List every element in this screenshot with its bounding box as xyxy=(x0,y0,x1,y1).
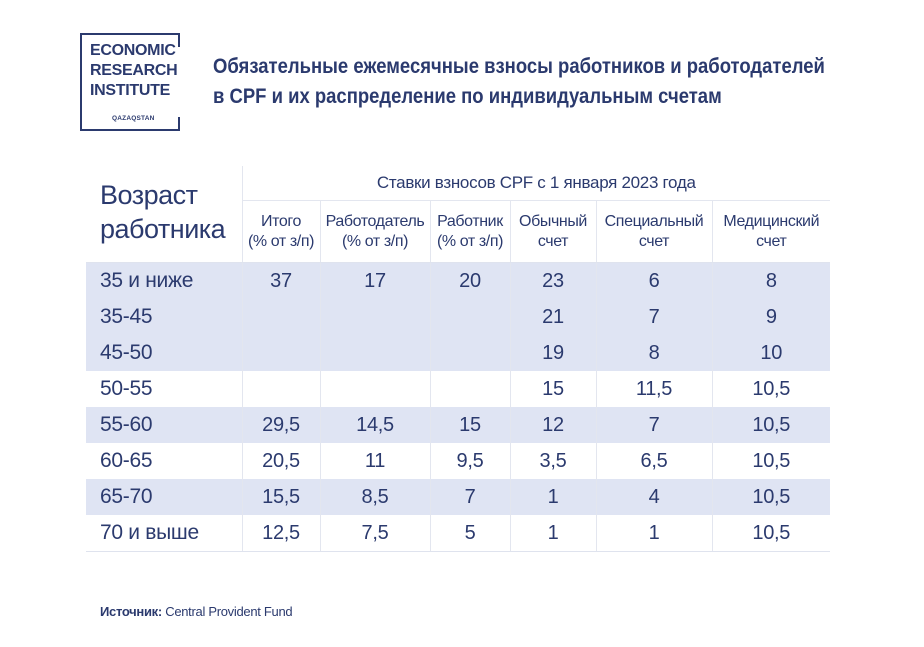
page-title xyxy=(213,52,825,112)
total-cell xyxy=(242,371,320,407)
total-cell: 12,5 xyxy=(242,515,320,552)
employee-cell xyxy=(430,371,510,407)
age-cell: 50-55 xyxy=(100,377,153,400)
employee-cell: 5 xyxy=(430,515,510,552)
employee-cell: 20 xyxy=(430,263,510,300)
special-cell: 7 xyxy=(596,299,712,335)
medical-cell: 8 xyxy=(712,263,830,300)
title-line-2: в CPF и их распределение по индивидуальным счетам xyxy=(213,85,722,108)
age-cell: 55-60 xyxy=(86,407,242,443)
source-note xyxy=(100,604,292,619)
special-cell: 7 xyxy=(596,407,712,443)
column-header-line: (% от з/п) xyxy=(436,233,504,250)
special-cell: 11,5 xyxy=(596,371,712,407)
table-row xyxy=(86,515,830,552)
age-cell: 35-45 xyxy=(86,299,242,335)
age-cell: 60-65 xyxy=(100,449,153,472)
employer-cell: 17 xyxy=(320,263,430,300)
total-cell: 37 xyxy=(242,263,320,300)
table-row xyxy=(86,299,830,335)
special-cell: 4 xyxy=(596,479,712,515)
logo-subtitle: QAZAQSTAN xyxy=(112,115,155,122)
logo-frame-corner xyxy=(178,117,180,131)
table-row xyxy=(86,335,830,371)
employee-cell: 9,5 xyxy=(430,443,510,479)
table-row xyxy=(86,407,830,443)
special-cell: 1 xyxy=(596,515,712,552)
medical-cell: 10,5 xyxy=(712,371,830,407)
column-header xyxy=(596,201,712,263)
employer-cell: 7,5 xyxy=(320,515,430,552)
ordinary-cell: 19 xyxy=(510,335,596,371)
age-column-header xyxy=(86,166,242,263)
total-cell: 29,5 xyxy=(242,407,320,443)
column-header-line: Работодатель xyxy=(325,213,425,230)
column-header-line: счет xyxy=(537,233,569,250)
ordinary-cell: 21 xyxy=(510,299,596,335)
medical-cell: 10 xyxy=(712,335,830,371)
age-cell: 35 и ниже xyxy=(86,263,242,300)
ordinary-cell: 12 xyxy=(510,407,596,443)
rates-group-header: Ставки взносов CPF с 1 января 2023 года xyxy=(242,166,830,201)
column-header-line: счет xyxy=(638,233,670,250)
age-cell: 65-70 xyxy=(86,479,242,515)
age-cell: 45-50 xyxy=(86,335,242,371)
title-line-1: Обязательные ежемесячные взносы работников и работодателей xyxy=(213,55,825,78)
ordinary-cell: 1 xyxy=(510,479,596,515)
table-row xyxy=(86,371,830,407)
column-header-line: счет xyxy=(756,233,787,250)
age-header-line: работника xyxy=(100,214,226,244)
special-cell: 8 xyxy=(596,335,712,371)
total-cell: 15,5 xyxy=(242,479,320,515)
column-header xyxy=(712,201,830,263)
employer-cell xyxy=(320,299,430,335)
column-header-line: Итого xyxy=(261,213,301,230)
logo-frame-corner xyxy=(178,33,180,47)
employer-cell: 14,5 xyxy=(320,407,430,443)
special-cell: 6,5 xyxy=(596,443,712,479)
total-cell xyxy=(242,335,320,371)
column-header-line: Специальный xyxy=(604,213,704,230)
employer-cell xyxy=(320,335,430,371)
column-header-line: (% от з/п) xyxy=(341,233,409,250)
logo-text-line: INSTITUTE xyxy=(90,82,170,99)
employer-cell: 11 xyxy=(320,443,430,479)
employee-cell xyxy=(430,335,510,371)
ordinary-cell: 23 xyxy=(510,263,596,300)
medical-cell: 9 xyxy=(712,299,830,335)
table-row xyxy=(86,479,830,515)
source-label: Источник: xyxy=(100,604,162,619)
column-header xyxy=(242,201,320,263)
column-header-line: Работник xyxy=(437,213,503,230)
ordinary-cell: 3,5 xyxy=(510,443,596,479)
ordinary-cell: 1 xyxy=(510,515,596,552)
medical-cell: 10,5 xyxy=(712,479,830,515)
total-cell: 20,5 xyxy=(242,443,320,479)
special-cell: 6 xyxy=(596,263,712,300)
medical-cell: 10,5 xyxy=(712,407,830,443)
age-cell: 70 и выше xyxy=(86,515,242,552)
column-header-line: Обычный xyxy=(519,213,587,230)
cpf-rates-table xyxy=(86,166,830,552)
employee-cell: 15 xyxy=(430,407,510,443)
age-header-line: Возраст xyxy=(100,180,198,210)
logo-text-line: RESEARCH xyxy=(90,62,178,79)
column-header-line: (% от з/п) xyxy=(247,233,315,250)
table-row xyxy=(86,443,830,479)
column-header xyxy=(430,201,510,263)
employer-cell: 8,5 xyxy=(320,479,430,515)
employee-cell xyxy=(430,299,510,335)
source-text: Central Provident Fund xyxy=(165,604,293,619)
logo-text-line: ECONOMIC xyxy=(90,42,176,59)
table-row xyxy=(86,263,830,300)
column-header-line: Медицинский xyxy=(723,213,820,230)
column-header xyxy=(320,201,430,263)
employer-cell xyxy=(320,371,430,407)
ordinary-cell: 15 xyxy=(510,371,596,407)
medical-cell: 10,5 xyxy=(712,443,830,479)
column-header xyxy=(510,201,596,263)
employee-cell: 7 xyxy=(430,479,510,515)
table-body xyxy=(86,263,830,552)
total-cell xyxy=(242,299,320,335)
eri-logo xyxy=(80,33,178,131)
medical-cell: 10,5 xyxy=(712,515,830,552)
